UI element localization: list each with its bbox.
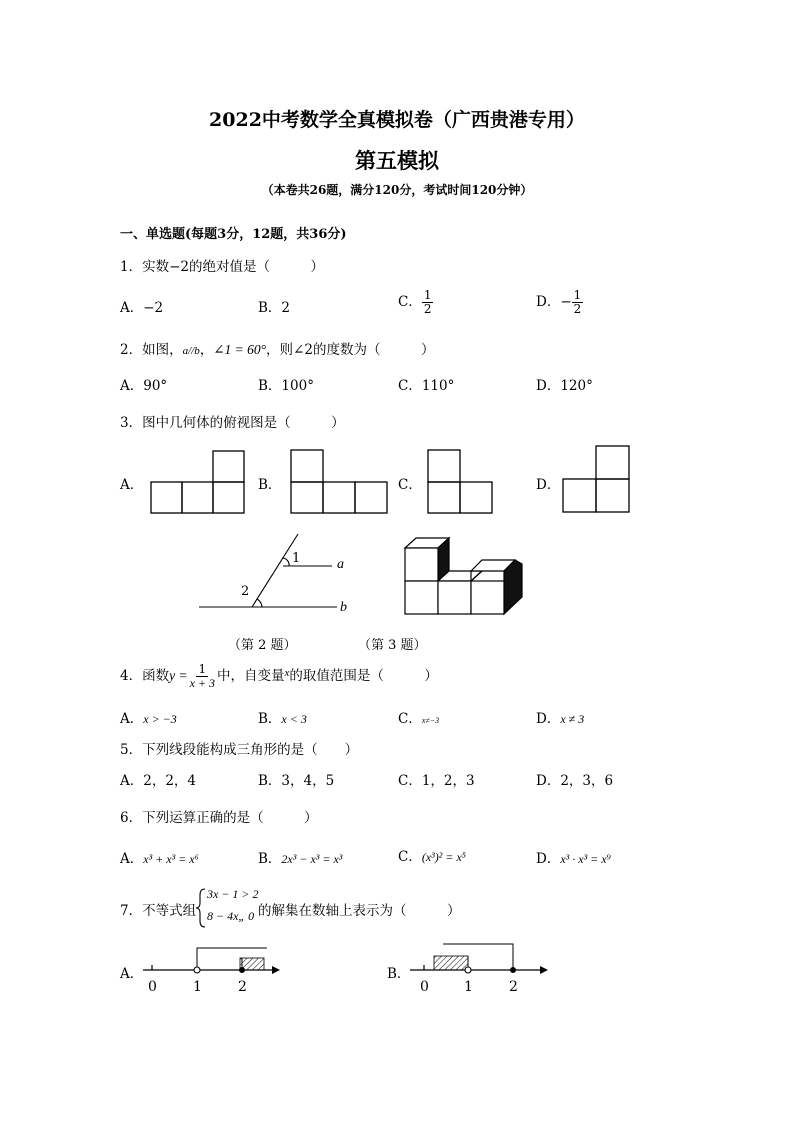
q5-option-b: B．3，4，5 [258,773,335,789]
q7-option-b: B． [387,966,411,982]
q2-parallel: a//b [182,345,200,357]
q4-y: y = [169,668,188,683]
q5-option-a: A．2，2，4 [120,773,197,789]
figure-2-caption: （第 2 题） [228,638,297,653]
q4-a-expr: x > −3 [143,712,177,726]
q3-option-b: B． [258,477,282,493]
q6-d-label: D． [536,851,561,867]
q4-a-label: A． [120,711,144,727]
q4-d-label: D． [536,711,561,727]
q1-option-c-label: C． [398,294,422,310]
solid-dot-a [239,967,245,973]
q4-b-expr: x < 3 [281,712,307,726]
q6-c-label: C． [398,849,422,865]
q6-a-expr: x³ + x³ = x⁶ [143,852,199,866]
q6-a-label: A． [120,851,144,867]
q4-numerator: 1 [198,662,207,676]
angle-2-label: 2 [241,584,250,599]
q3-option-c: C． [398,477,422,493]
q7-number-line-b [410,944,548,974]
q3-option-a: A． [120,477,144,493]
q7-b-tick-2: 2 [509,979,518,995]
q1-c-denominator: 2 [423,302,432,316]
q2-option-b: B．100° [258,378,314,394]
q7-stem-post: 的解集在数轴上表示为（ ） [258,903,461,919]
arrow-b [540,966,548,974]
q4-denominator: x + 3 [189,676,216,690]
q7-b-tick-0: 0 [420,979,429,995]
open-dot-a [194,967,200,973]
q1-d-numerator: 1 [573,288,582,302]
figure-3-caption: （第 3 题） [358,638,427,653]
open-dot-b [465,967,471,973]
q2-stem-pre: 2．如图， [120,342,183,358]
q1-option-a: A．−2 [120,300,164,316]
q2-option-d: D．120° [536,378,593,394]
q1-option-b: B．2 [258,300,291,316]
q7-inequality-2: 8 − 4x„ 0 [207,909,255,923]
q1-stem: 1．实数−2的绝对值是（ ） [120,259,324,275]
q4-x: x [284,667,290,679]
q7-a-tick-1: 1 [193,979,202,995]
q4-b-label: B． [258,711,282,727]
q2-option-a: A．90° [120,378,168,394]
line-b-label: b [340,600,347,615]
angle-1-label: 1 [292,551,301,566]
q6-b-expr: 2x³ − x³ = x³ [281,852,343,866]
q7-option-a: A． [120,966,144,982]
q6-stem: 6．下列运算正确的是（ ） [120,810,318,826]
q7-stem-pre: 7．不等式组 [120,903,197,919]
section-heading: 一、单选题(每题3分，12题，共36分) [120,227,347,242]
q7-a-tick-0: 0 [148,979,157,995]
q5-stem: 5．下列线段能构成三角形的是（ ） [120,742,359,758]
q2-stem-post: ，则∠2的度数为（ ） [266,342,435,358]
q4-c-label: C． [398,711,422,727]
arrow-a [272,966,280,974]
q6-b-label: B． [258,851,282,867]
q7-a-tick-2: 2 [238,979,247,995]
q3-stem: 3．图中几何体的俯视图是（ ） [120,415,345,431]
q4-stem-mid: 中，自变量 [217,668,285,684]
solid-dot-b [510,967,516,973]
q4-c-expr: x≠−3 [421,716,440,725]
q1-option-d-label: D．− [536,294,572,310]
q2-option-c: C．110° [398,378,455,394]
q6-c-expr: (x³)² = x⁵ [421,850,466,864]
q7-number-line-a [143,948,280,974]
q2-sep: ， [199,342,214,358]
q3-option-d: D． [536,477,561,493]
q7-b-tick-1: 1 [464,979,473,995]
page-title: 2022中考数学全真模拟卷（广西贵港专用） [209,109,585,131]
q4-d-expr: x ≠ 3 [560,712,585,726]
q1-c-numerator: 1 [423,288,432,302]
q1-d-denominator: 2 [573,302,582,316]
q2-angle: ∠1 = 60° [213,342,267,357]
q4-stem-pre: 4．函数 [120,668,170,684]
q5-option-d: D．2，3，6 [536,773,614,789]
page-subtitle: 第五模拟 [355,148,439,173]
line-a-label: a [337,557,344,572]
q5-option-c: C．1，2，3 [398,773,475,789]
q7-inequality-1: 3x − 1 > 2 [207,887,259,901]
q6-d-expr: x³ · x³ = x⁹ [560,852,611,866]
q4-stem-post: 的取值范围是（ ） [289,668,438,684]
exam-note: （本卷共26题，满分120分，考试时间120分钟） [261,183,533,197]
